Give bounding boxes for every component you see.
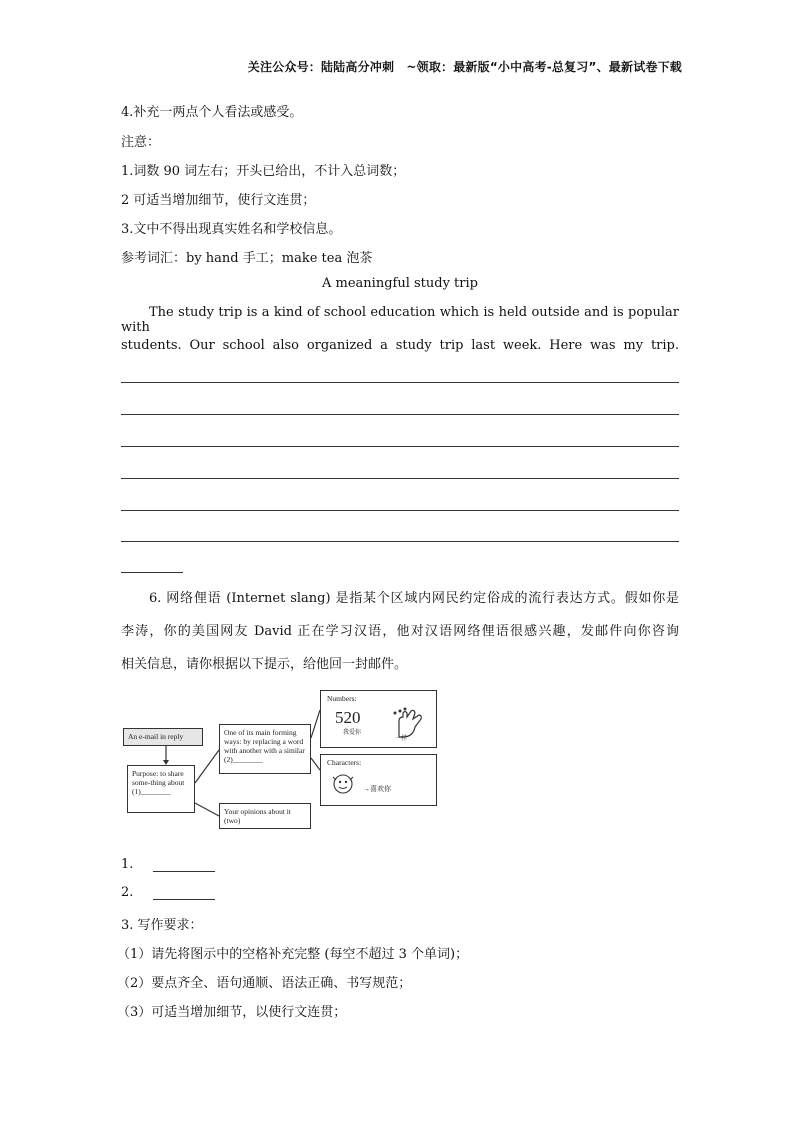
vocabulary-hint: 参考词汇：by hand 手工；make tea 泡茶 bbox=[121, 251, 373, 266]
writing-line[interactable] bbox=[121, 541, 679, 542]
instruction-line: 4.补充一两点个人看法或感受。 bbox=[121, 105, 303, 120]
numbers-label: Numbers: bbox=[327, 694, 357, 703]
answer-line-2 bbox=[121, 885, 215, 900]
question-6-line: 6. 网络俚语 (Internet slang) 是指某个区域内网民约定俗成的流行表达方式。假如你是 bbox=[149, 591, 679, 606]
cartoon-face-icon bbox=[327, 771, 361, 797]
essay-opening-line: students. Our school also organized a study trip last week. Here was my trip. bbox=[121, 338, 679, 353]
requirement-item: （3）可适当增加细节，以使行文连贯； bbox=[117, 1005, 347, 1020]
requirements-heading: 3. 写作要求： bbox=[121, 918, 203, 933]
essay-title: A meaningful study trip bbox=[322, 276, 478, 291]
forming-ways-box: One of its main forming ways: by replacing a word with another with a similar (2)________ bbox=[219, 724, 311, 774]
characters-example-box bbox=[320, 754, 437, 806]
numbers-value: 520 bbox=[335, 708, 361, 727]
answer-number: 2. bbox=[121, 885, 134, 900]
writing-line[interactable] bbox=[121, 510, 679, 511]
essay-opening-line: The study trip is a kind of school education which is held outside and is popular with bbox=[121, 305, 679, 335]
answer-number: 1. bbox=[121, 857, 134, 872]
question-6-line: 李涛，你的美国网友 David 正在学习汉语，他对汉语网络俚语很感兴趣，发邮件向你咨询 bbox=[121, 624, 679, 639]
writing-line-end[interactable] bbox=[121, 572, 183, 573]
numbers-example-box bbox=[320, 690, 437, 748]
opinions-box: Your opinions about it (two) bbox=[219, 803, 311, 829]
answer-line-1 bbox=[121, 857, 215, 872]
characters-label: Characters: bbox=[327, 758, 362, 767]
writing-line[interactable] bbox=[121, 414, 679, 415]
reply-email-label: An e-mail in reply bbox=[123, 728, 203, 746]
email-prompt-diagram bbox=[121, 688, 441, 836]
writing-line[interactable] bbox=[121, 478, 679, 479]
requirement-item: （1）请先将图示中的空格补充完整 (每空不超过 3 个单词)； bbox=[117, 947, 469, 962]
purpose-box: Purpose: to share some-thing about (1)________ bbox=[127, 765, 195, 813]
page-header: 关注公众号：陆陆高分冲刺 ~领取：最新版“小中高考-总复习”、最新试卷下载 bbox=[247, 60, 682, 74]
answer-blank[interactable] bbox=[153, 859, 215, 872]
writing-line[interactable] bbox=[121, 446, 679, 447]
note-item: 3.文中不得出现真实姓名和学校信息。 bbox=[121, 222, 342, 237]
notes-heading: 注意： bbox=[121, 135, 161, 150]
requirement-item: （2）要点齐全、语句通顺、语法正确、书写规范； bbox=[117, 976, 412, 991]
note-item: 1.词数 90 词左右；开头已给出，不计入总词数； bbox=[121, 164, 406, 179]
numbers-meaning: 我爱你 bbox=[343, 730, 362, 736]
question-6-line: 相关信息，请你根据以下提示，给他回一封邮件。 bbox=[121, 657, 408, 672]
note-item: 2 可适当增加细节，使行文连贯； bbox=[121, 193, 316, 208]
writing-line[interactable] bbox=[121, 382, 679, 383]
characters-meaning: →喜欢你 bbox=[363, 785, 391, 793]
gesture-meaning: 一样 bbox=[395, 736, 408, 742]
answer-blank[interactable] bbox=[153, 887, 215, 900]
